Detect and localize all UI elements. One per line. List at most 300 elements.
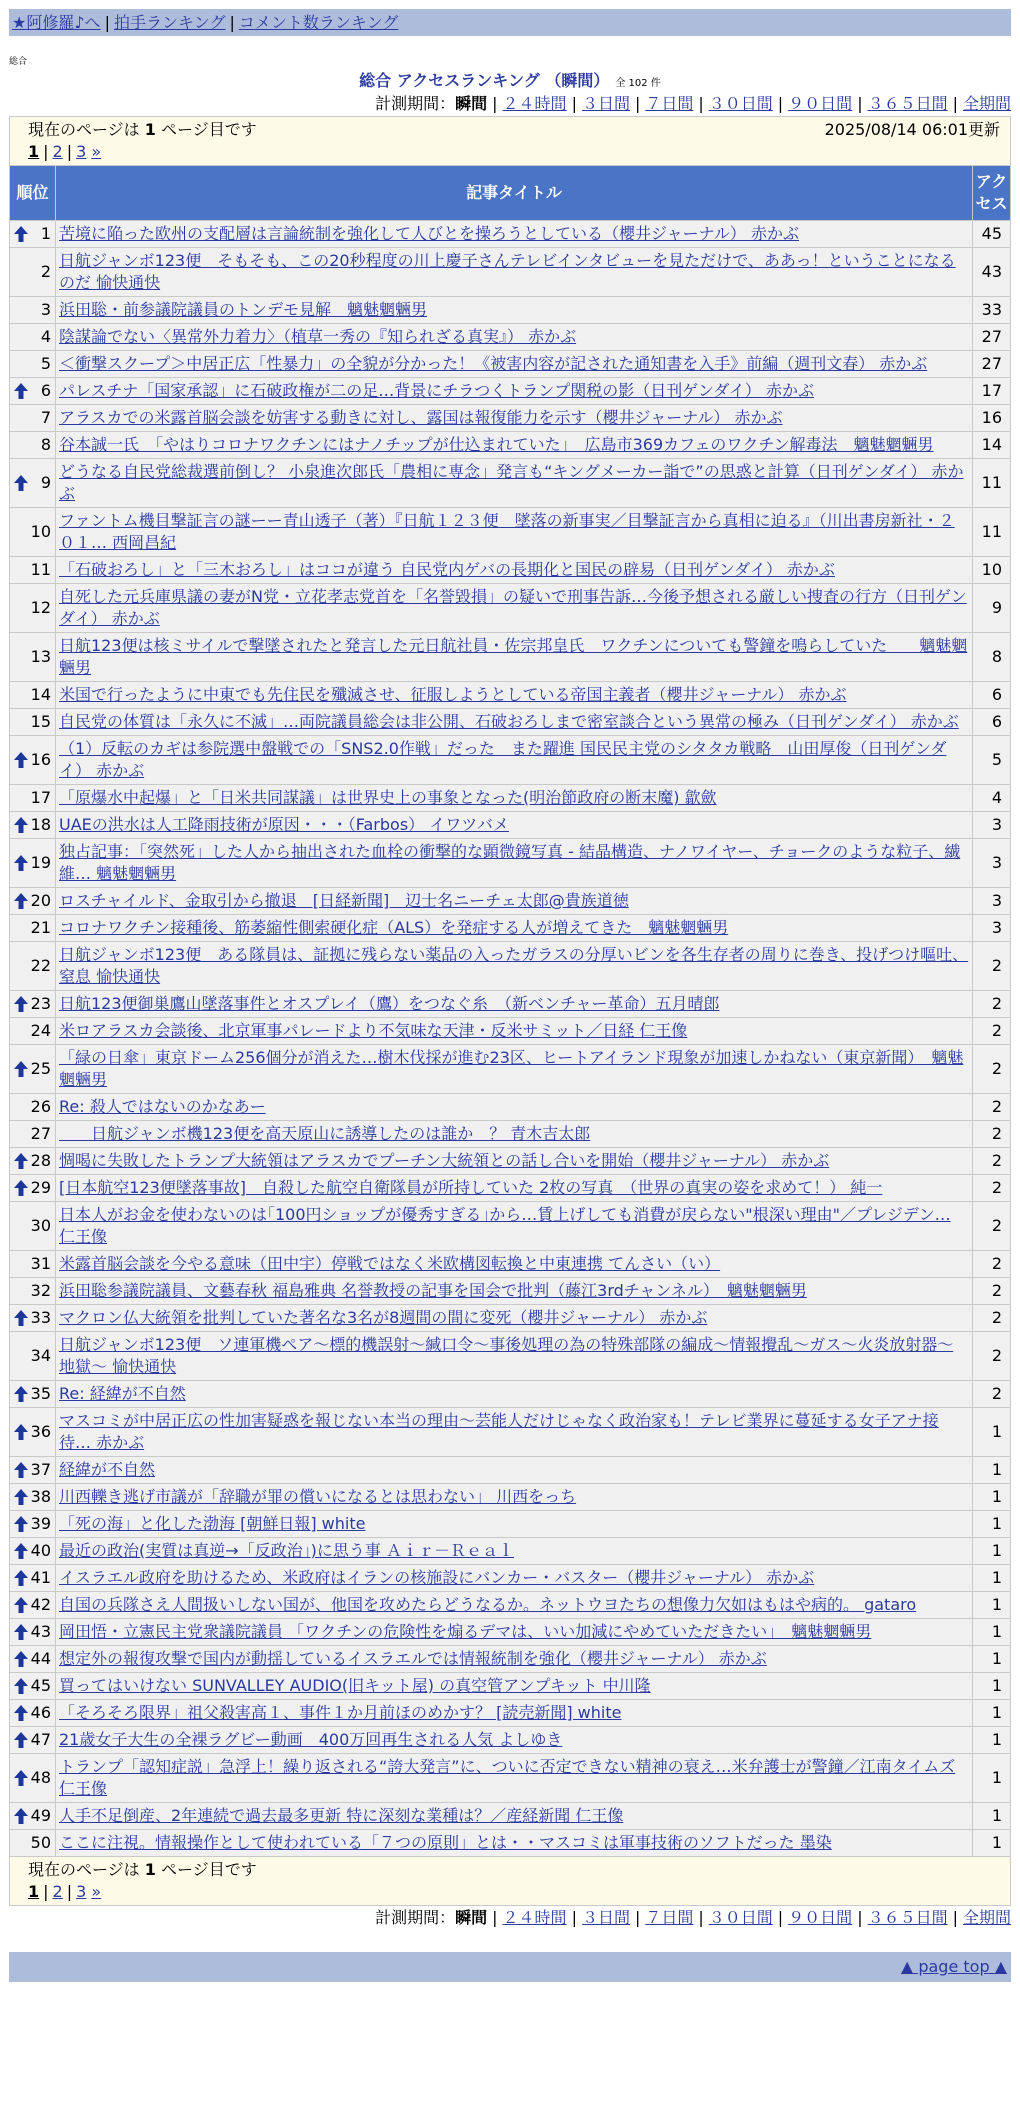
- period-selector-top: 計測期間：瞬間 | ２４時間 | ３日間 | ７日間 | ３０日間 | ９０日間 | ３６５日間 | 全期間: [375, 94, 1011, 113]
- period-label: 計測期間：: [375, 1908, 456, 1927]
- title-cell: [56, 991, 973, 1018]
- title-cell: [56, 1646, 973, 1673]
- access-count: 33: [972, 297, 1010, 324]
- period-24h[interactable]: ２４時間: [502, 1908, 567, 1927]
- title-cell: [56, 1278, 973, 1305]
- rank-up-arrow-icon: [13, 854, 29, 872]
- table-row: [10, 1408, 1011, 1457]
- rank-number: 1: [40, 224, 51, 243]
- article-title-link[interactable]: （1）反転のカギは参院選中盤戦での「SNS2.0作戦」だった また躍進 国民民主党のシタタカ戦略 山田厚俊（日刊ゲンダイ） 赤かぶ: [59, 739, 947, 780]
- rank-number: 49: [30, 1806, 51, 1825]
- title-cell: [56, 1457, 973, 1484]
- next-page-link[interactable]: »: [91, 142, 102, 161]
- rank-up-arrow-icon: [13, 1623, 29, 1641]
- access-count: 1: [972, 1803, 1010, 1830]
- rank-column-header: 順位: [10, 166, 56, 221]
- rank-up-arrow-icon: [13, 1309, 29, 1327]
- access-count: 3: [972, 888, 1010, 915]
- rank-number: 43: [30, 1622, 51, 1641]
- article-title-link[interactable]: 日本人がお金を使わないのは｢100円ショップが優秀すぎる｣から…賃上げしても消費が戻らない"根深い理由"／プレジデン… 仁王像: [59, 1205, 951, 1246]
- rank-cell: [10, 1484, 56, 1511]
- rank-cell: [10, 1592, 56, 1619]
- article-title-link[interactable]: 買ってはいけない SUNVALLEY AUDIO(旧キット屋) の真空管アンプキット 中川隆: [59, 1676, 651, 1695]
- table-row: [10, 942, 1011, 991]
- rank-number: 23: [30, 994, 51, 1013]
- access-count: 4: [972, 785, 1010, 812]
- top-nav-bar: [9, 9, 1011, 36]
- table-row: [10, 459, 1011, 508]
- page-3-link[interactable]: 3: [76, 142, 87, 161]
- rank-cell: [10, 682, 56, 709]
- page-3-link[interactable]: 3: [76, 1882, 87, 1901]
- rank-number: 24: [30, 1021, 51, 1040]
- article-title-link[interactable]: 経緯が不自然: [59, 1460, 156, 1479]
- table-row: [10, 1045, 1011, 1094]
- period-365d[interactable]: ３６５日間: [867, 94, 948, 113]
- article-title-link[interactable]: 自死した元兵庫県議の妻がN党・立花孝志党首を「名誉毀損」の疑いで刑事告訴…今後予想される厳しい捜査の行方（日刊ゲンダイ） 赤かぶ: [59, 587, 967, 628]
- rank-cell: [10, 1148, 56, 1175]
- table-row: [10, 1381, 1011, 1408]
- article-title-link[interactable]: 「緑の日傘」東京ドーム256個分が消えた…樹木伐採が進む23区、ヒートアイランド現象が加速しかねない（東京新聞） 魑魅魍魎男: [59, 1048, 964, 1089]
- rank-cell: [10, 1673, 56, 1700]
- rank-number: 21: [30, 918, 51, 937]
- article-title-link[interactable]: 想定外の報復攻撃で国内が動揺しているイスラエルでは情報統制を強化（櫻井ジャーナル） 赤かぶ: [59, 1649, 767, 1668]
- rank-cell: [10, 1511, 56, 1538]
- comment-ranking-link[interactable]: コメント数ランキング: [238, 13, 399, 32]
- article-title-link[interactable]: 独占記事：「突然死」した人から抽出された血栓の衝撃的な顕微鏡写真 - 結晶構造、ナノワイヤー、チョークのような粒子、繊維… 魑魅魍魎男: [59, 842, 961, 883]
- access-count: 11: [972, 459, 1010, 508]
- access-count: 1: [972, 1754, 1010, 1803]
- title-cell: [56, 1803, 973, 1830]
- article-title-link[interactable]: パレスチナ「国家承認」に石破政権が二の足…背景にチラつくトランプ関税の影（日刊ゲンダイ） 赤かぶ: [59, 381, 815, 400]
- period-3d[interactable]: ３日間: [581, 1908, 630, 1927]
- next-page-link[interactable]: »: [91, 1882, 102, 1901]
- access-count: 1: [972, 1619, 1010, 1646]
- table-row: [10, 1332, 1011, 1381]
- rank-number: 18: [30, 815, 51, 834]
- ranking-rows: [10, 221, 1011, 1857]
- access-count: 2: [972, 1094, 1010, 1121]
- nav-separator: |: [229, 13, 235, 32]
- table-row: [10, 1094, 1011, 1121]
- home-link[interactable]: ★阿修羅♪へ: [12, 13, 101, 32]
- article-title-link[interactable]: マクロン仏大統領を批判していた著名な3名が8週間の間に変死（櫻井ジャーナル） 赤かぶ: [59, 1308, 708, 1327]
- article-title-link[interactable]: 「死の海」と化した渤海 [朝鮮日報] white: [59, 1514, 366, 1533]
- rank-up-arrow-icon: [13, 816, 29, 834]
- rank-cell: [10, 633, 56, 682]
- title-cell: [56, 1381, 973, 1408]
- access-count: 1: [972, 1727, 1010, 1754]
- title-cell: [56, 1619, 973, 1646]
- article-title-link[interactable]: ここに注視。情報操作として使われている「７つの原則」とは・・マスコミは軍事技術のソフトだった 墨染: [59, 1833, 832, 1852]
- access-count: 1: [972, 1565, 1010, 1592]
- access-count: 1: [972, 1408, 1010, 1457]
- title-cell: [56, 378, 973, 405]
- article-title-link[interactable]: どうなる自民党総裁選前倒し？ 小泉進次郎氏「農相に専念」発言も“キングメーカー詣で”の思惑と計算（日刊ゲンダイ） 赤かぶ: [59, 462, 964, 503]
- article-title-link[interactable]: 米露首脳会談を今やる意味（田中宇）停戦ではなく米欧構図転換と中東連携 てんさい（い）: [59, 1254, 721, 1273]
- page-title: [0, 70, 1020, 92]
- article-title-link[interactable]: 日航ジャンボ123便 ある隊員は、証拠に残らない薬品の入ったガラスの分厚いビンを各生存者の周りに巻き、投げつけ嘔吐、窒息 愉快通快: [59, 945, 969, 986]
- access-count: 1: [972, 1830, 1010, 1857]
- rank-up-arrow-icon: [13, 1461, 29, 1479]
- article-title-link[interactable]: Re: 経緯が不自然: [59, 1384, 186, 1403]
- rank-cell: [10, 1381, 56, 1408]
- rank-number: 9: [40, 473, 51, 492]
- access-count: 43: [972, 248, 1010, 297]
- title-cell: [56, 1305, 973, 1332]
- article-title-link[interactable]: アラスカでの米露首脳会談を妨害する動きに対し、露国は報復能力を示す（櫻井ジャーナル） 赤かぶ: [59, 408, 783, 427]
- rank-cell: [10, 1202, 56, 1251]
- rank-number: 19: [30, 853, 51, 872]
- rank-up-arrow-icon: [13, 995, 29, 1013]
- article-title-link[interactable]: 「原爆水中起爆」と「日米共同謀議」は世界史上の事象となった(明治節政府の断末魔) 歙歛: [59, 788, 717, 807]
- rank-cell: [10, 248, 56, 297]
- rank-number: 32: [30, 1281, 51, 1300]
- rank-up-arrow-icon: [13, 892, 29, 910]
- title-cell: [56, 1673, 973, 1700]
- page-info-top: [10, 117, 1011, 166]
- rank-number: 16: [30, 750, 51, 769]
- rank-cell: [10, 1045, 56, 1094]
- access-count: 2: [972, 1175, 1010, 1202]
- rank-cell: [10, 888, 56, 915]
- rank-number: 34: [30, 1346, 51, 1365]
- article-title-link[interactable]: 最近の政治(実質は真逆→「反政治」)に思う事 Ａｉｒ－Ｒｅａｌ: [59, 1541, 514, 1560]
- access-count: 3: [972, 915, 1010, 942]
- access-count: 2: [972, 1148, 1010, 1175]
- rank-cell: [10, 1754, 56, 1803]
- rank-number: 14: [30, 685, 51, 704]
- rank-up-arrow-icon: [13, 225, 29, 243]
- rank-up-arrow-icon: [13, 1515, 29, 1533]
- article-title-link[interactable]: 自民党の体質は「永久に不滅」…両院議員総会は非公開、石破おろしまで密室談合という異常の極み（日刊ゲンダイ） 赤かぶ: [59, 712, 959, 731]
- article-title-link[interactable]: Re: 殺人ではないのかなあー: [59, 1097, 266, 1116]
- article-title-link[interactable]: 21歳女子大生の全裸ラグビー動画 400万回再生される人気 よしゆき: [59, 1730, 563, 1749]
- table-row: [10, 584, 1011, 633]
- title-cell: [56, 432, 973, 459]
- rank-cell: [10, 1646, 56, 1673]
- page-top-link[interactable]: ▲ page top ▲: [900, 1957, 1007, 1976]
- page-2-link[interactable]: 2: [52, 142, 63, 161]
- article-title-link[interactable]: 日航ジャンボ123便 そもそも、この20秒程度の川上慶子さんテレビインタビューを見ただけで、ああっ！ということになるのだ 愉快通快: [59, 251, 956, 292]
- rank-number: 3: [40, 300, 51, 319]
- title-cell: [56, 1511, 973, 1538]
- access-count: 1: [972, 1511, 1010, 1538]
- access-count: 1: [972, 1700, 1010, 1727]
- article-title-link[interactable]: 日航123便御巣鷹山墜落事件とオスプレイ（鷹）をつなぐ糸 （新ベンチャー革命）五月晴郎: [59, 994, 720, 1013]
- table-row: [10, 736, 1011, 785]
- table-header: [10, 166, 1011, 221]
- rank-number: 26: [30, 1097, 51, 1116]
- rank-cell: [10, 1830, 56, 1857]
- rank-up-arrow-icon: [13, 1807, 29, 1825]
- article-title-link[interactable]: 米ロアラスカ会談後、北京軍事パレードより不気味な天津・反米サミット／日経 仁王像: [59, 1021, 688, 1040]
- title-cell: [56, 297, 973, 324]
- rank-up-arrow-icon: [13, 1542, 29, 1560]
- rank-cell: [10, 1803, 56, 1830]
- access-count: 6: [972, 682, 1010, 709]
- period-90d[interactable]: ９０日間: [788, 94, 853, 113]
- access-count: 3: [972, 812, 1010, 839]
- title-cell: [56, 1727, 973, 1754]
- article-title-link[interactable]: 「石破おろし」と「三木おろし」はココが違う 自民党内ゲバの長期化と国民の辟易（日刊ゲンダイ） 赤かぶ: [59, 560, 835, 579]
- rank-cell: [10, 405, 56, 432]
- title-cell: [56, 1484, 973, 1511]
- period-instant: 瞬間: [455, 94, 488, 113]
- access-count: 10: [972, 557, 1010, 584]
- title-cell: [56, 1754, 973, 1803]
- rank-number: 41: [30, 1568, 51, 1587]
- table-row: [10, 1592, 1011, 1619]
- rank-number: 46: [30, 1703, 51, 1722]
- period-30d[interactable]: ３０日間: [708, 1908, 773, 1927]
- access-count: 2: [972, 942, 1010, 991]
- period-3d[interactable]: ３日間: [581, 94, 630, 113]
- table-row: [10, 405, 1011, 432]
- article-title-link[interactable]: ファントム機目撃証言の謎ーー青山透子（著）『日航１２３便 墜落の新事実／目撃証言から真相に迫る』（川出書房新社・２０１… 西岡昌紀: [59, 511, 955, 552]
- rank-number: 35: [30, 1384, 51, 1403]
- title-cell: [56, 508, 973, 557]
- rank-number: 11: [30, 560, 51, 579]
- table-row: [10, 991, 1011, 1018]
- access-count: 16: [972, 405, 1010, 432]
- rank-cell: [10, 1538, 56, 1565]
- title-cell: [56, 1408, 973, 1457]
- title-cell: [56, 405, 973, 432]
- table-row: [10, 1700, 1011, 1727]
- rank-up-arrow-icon: [13, 1596, 29, 1614]
- title-cell: [56, 839, 973, 888]
- category-label: 総合: [9, 57, 28, 67]
- rank-cell: [10, 1727, 56, 1754]
- period-24h[interactable]: ２４時間: [502, 94, 567, 113]
- rank-cell: [10, 221, 56, 248]
- title-column-header: 記事タイトル: [56, 166, 973, 221]
- table-row: [10, 1803, 1011, 1830]
- article-title-link[interactable]: 陰謀論でない〈異常外力着力〉（植草一秀の『知られざる真実』） 赤かぶ: [59, 327, 577, 346]
- access-count: 1: [972, 1484, 1010, 1511]
- period-7d[interactable]: ７日間: [645, 94, 694, 113]
- footer-bar: [9, 1952, 1011, 1982]
- title-cell: [56, 682, 973, 709]
- rank-number: 4: [40, 327, 51, 346]
- access-count: 27: [972, 351, 1010, 378]
- rank-number: 10: [30, 522, 51, 541]
- table-row: [10, 557, 1011, 584]
- rank-up-arrow-icon: [13, 1650, 29, 1668]
- article-title-link[interactable]: ＜衝撃スクープ＞中居正広「性暴力」の全貌が分かった！《被害内容が記された通知書を入手》前編（週刊文春） 赤かぶ: [59, 354, 928, 373]
- table-row: [10, 1121, 1011, 1148]
- rank-up-arrow-icon: [13, 1488, 29, 1506]
- table-row: [10, 888, 1011, 915]
- article-title-link[interactable]: 「そろそろ限界」祖父殺害高１、事件１か月前ほのめかす？ [読売新聞] white: [59, 1703, 622, 1722]
- table-row: [10, 221, 1011, 248]
- table-row: [10, 1175, 1011, 1202]
- article-title-link[interactable]: 浜田聡・前参議院議員のトンデモ見解 魑魅魍魎男: [59, 300, 428, 319]
- access-count: 2: [972, 1332, 1010, 1381]
- period-30d[interactable]: ３０日間: [708, 94, 773, 113]
- title-cell: [56, 1251, 973, 1278]
- title-cell: [56, 1565, 973, 1592]
- title-cell: [56, 1148, 973, 1175]
- rank-cell: [10, 1457, 56, 1484]
- page-1-current: 1: [28, 1882, 40, 1901]
- table-row: [10, 1619, 1011, 1646]
- rank-cell: [10, 1175, 56, 1202]
- rank-number: 33: [30, 1308, 51, 1327]
- article-title-link[interactable]: 人手不足倒産、2年連続で過去最多更新 特に深刻な業種は？／産経新聞 仁王像: [59, 1806, 624, 1825]
- table-row: [10, 1565, 1011, 1592]
- article-title-link[interactable]: コロナワクチン接種後、筋萎縮性側索硬化症（ALS）を発症する人が増えてきた 魑魅魍魎男: [59, 918, 729, 937]
- rank-up-arrow-icon: [13, 1179, 29, 1197]
- article-title-link[interactable]: ロスチャイルド、金取引から撤退 [日経新聞] 辺士名ニーチェ太郎@貴族道徳: [59, 891, 629, 910]
- rank-cell: [10, 351, 56, 378]
- article-title-link[interactable]: 惆喝に失敗したトランプ大統領はアラスカでプーチン大統領との話し合いを開始（櫻井ジャーナル） 赤かぶ: [59, 1151, 830, 1170]
- article-title-link[interactable]: 日航123便は核ミサイルで撃墜されたと発言した元日航社員・佐宗邦皇氏 ワクチンについても警鐘を鳴らしていた 魑魅魍魎男: [59, 636, 968, 677]
- table-row: [10, 1305, 1011, 1332]
- article-title-link[interactable]: 谷本誠一氏 「やはりコロナワクチンにはナノチップが仕込まれていた」 広島市369カフェのワクチン解毒法 魑魅魍魎男: [59, 435, 934, 454]
- title-cell: [56, 709, 973, 736]
- table-row: [10, 1148, 1011, 1175]
- rank-number: 22: [30, 956, 51, 975]
- table-row: [10, 1484, 1011, 1511]
- table-row: [10, 1673, 1011, 1700]
- rank-number: 5: [40, 354, 51, 373]
- rank-number: 38: [30, 1487, 51, 1506]
- title-cell: [56, 736, 973, 785]
- table-row: [10, 508, 1011, 557]
- article-title-link[interactable]: 米国で行ったように中東でも先住民を殲滅させ、征服しようとしている帝国主義者（櫻井ジャーナル） 赤かぶ: [59, 685, 847, 704]
- article-title-link[interactable]: 日航ジャンボ123便 ソ連軍機ペア〜標的機誤射〜緘口令〜事後処理の為の特殊部隊の編成〜情報攪乱〜ガス〜火炎放射器〜地獄〜 愉快通快: [59, 1335, 954, 1376]
- access-count: 2: [972, 1278, 1010, 1305]
- table-row: [10, 682, 1011, 709]
- article-title-link[interactable]: イスラエル政府を助けるため、米政府はイランの核施設にバンカー・バスター（櫻井ジャーナル） 赤かぶ: [59, 1568, 815, 1587]
- table-row: [10, 1202, 1011, 1251]
- access-count: 2: [972, 1121, 1010, 1148]
- table-row: [10, 915, 1011, 942]
- rank-number: 39: [30, 1514, 51, 1533]
- access-count: 5: [972, 736, 1010, 785]
- total-count: 全 102 件: [615, 78, 661, 89]
- access-count: 11: [972, 508, 1010, 557]
- rank-cell: [10, 1251, 56, 1278]
- rank-number: 7: [40, 408, 51, 427]
- article-title-link[interactable]: マスコミが中居正広の性加害疑惑を報じない本当の理由〜芸能人だけじゃなく政治家も！テレビ業界に蔓延する女子アナ接待… 赤かぶ: [59, 1411, 939, 1452]
- rank-up-arrow-icon: [13, 474, 29, 492]
- article-title-link[interactable]: トランプ「認知症説」急浮上！繰り返される“誇大発言”に、ついに否定できない精神の衰え…米弁護士が警鐘／江南タイムズ 仁王像: [59, 1757, 956, 1798]
- table-row: [10, 839, 1011, 888]
- rank-cell: [10, 297, 56, 324]
- applause-ranking-link[interactable]: 拍手ランキング: [113, 13, 226, 32]
- rank-cell: [10, 1305, 56, 1332]
- access-count: 14: [972, 432, 1010, 459]
- article-title-link[interactable]: 苦境に陥った欧州の支配層は言論統制を強化して人びとを操ろうとしている（櫻井ジャーナル） 赤かぶ: [59, 224, 799, 243]
- rank-number: 45: [30, 1676, 51, 1695]
- ranking-table: [9, 116, 1011, 1906]
- rank-number: 28: [30, 1151, 51, 1170]
- table-row: [10, 1018, 1011, 1045]
- title-cell: [56, 785, 973, 812]
- access-count: 27: [972, 324, 1010, 351]
- rank-number: 27: [30, 1124, 51, 1143]
- rank-cell: [10, 709, 56, 736]
- article-title-link[interactable]: 岡田悟・立憲民主党衆議院議員 「ワクチンの危険性を煽るデマは、いい加減にやめていただきたい」 魑魅魍魎男: [59, 1622, 872, 1641]
- rank-number: 2: [40, 262, 51, 281]
- access-count: 1: [972, 1592, 1010, 1619]
- rank-up-arrow-icon: [13, 382, 29, 400]
- rank-cell: [10, 1121, 56, 1148]
- table-row: [10, 1830, 1011, 1857]
- access-count: 1: [972, 1538, 1010, 1565]
- rank-number: 36: [30, 1422, 51, 1441]
- rank-up-arrow-icon: [13, 1569, 29, 1587]
- title-cell: [56, 1830, 973, 1857]
- rank-cell: [10, 1619, 56, 1646]
- title-cell: [56, 812, 973, 839]
- rank-cell: [10, 432, 56, 459]
- period-90d[interactable]: ９０日間: [788, 1908, 853, 1927]
- rank-cell: [10, 736, 56, 785]
- table-row: [10, 351, 1011, 378]
- title-cell: [56, 888, 973, 915]
- article-title-link[interactable]: 川西轢き逃げ市議が「辞職が罪の償いになるとは思わない」 川西をっち: [59, 1487, 577, 1506]
- access-count: 2: [972, 991, 1010, 1018]
- title-cell: [56, 324, 973, 351]
- period-365d[interactable]: ３６５日間: [867, 1908, 948, 1927]
- period-label: 計測期間：: [375, 94, 456, 113]
- period-7d[interactable]: ７日間: [645, 1908, 694, 1927]
- rank-number: 30: [30, 1216, 51, 1235]
- access-count: 2: [972, 1251, 1010, 1278]
- rank-cell: [10, 324, 56, 351]
- table-row: [10, 1251, 1011, 1278]
- page-2-link[interactable]: 2: [52, 1882, 63, 1901]
- title-cell: [56, 1332, 973, 1381]
- title-cell: [56, 1094, 973, 1121]
- table-row: [10, 633, 1011, 682]
- pagination-top: 1 | 2 | 3 »: [28, 142, 102, 161]
- rank-cell: [10, 508, 56, 557]
- period-all[interactable]: 全期間: [962, 1908, 1011, 1927]
- article-title-link[interactable]: 浜田聡参議院議員、文藝春秋 福島雅典 名誉教授の記事を国会で批判（藤江3rdチャンネル） 魑魅魍魎男: [59, 1281, 807, 1300]
- rank-cell: [10, 459, 56, 508]
- rank-cell: [10, 915, 56, 942]
- article-title-link[interactable]: 自国の兵隊さえ人間扱いしない国が、他国を攻めたらどうなるか。ネットウヨたちの想像力欠如はもはや病的。 gataro: [59, 1595, 917, 1614]
- rank-cell: [10, 1094, 56, 1121]
- updated-timestamp: 2025/08/14 06:01更新: [824, 120, 1000, 139]
- rank-up-arrow-icon: [13, 1423, 29, 1441]
- rank-number: 44: [30, 1649, 51, 1668]
- access-count: 1: [972, 1673, 1010, 1700]
- article-title-link[interactable]: UAEの洪水は人工降雨技術が原因・・・（Farbos） イワツバメ: [59, 815, 509, 834]
- rank-cell: [10, 584, 56, 633]
- title-cell: [56, 248, 973, 297]
- rank-up-arrow-icon: [13, 1731, 29, 1749]
- article-title-link[interactable]: [日本航空123便墜落事故] 自殺した航空自衛隊員が所持していた 2枚の写真 （世界の真実の姿を求めて！） 純一: [59, 1178, 883, 1197]
- rank-number: 17: [30, 788, 51, 807]
- rank-number: 48: [30, 1768, 51, 1787]
- table-row: [10, 248, 1011, 297]
- rank-number: 50: [30, 1833, 51, 1852]
- article-title-link[interactable]: 日航ジャンボ機123便を高天原山に誘導したのは誰か ？ 青木吉太郎: [59, 1124, 591, 1143]
- period-all[interactable]: 全期間: [962, 94, 1011, 113]
- title-cell: [56, 221, 973, 248]
- rank-number: 29: [30, 1178, 51, 1197]
- access-count: 17: [972, 378, 1010, 405]
- access-count: 6: [972, 709, 1010, 736]
- title-cell: [56, 584, 973, 633]
- access-count: 1: [972, 1457, 1010, 1484]
